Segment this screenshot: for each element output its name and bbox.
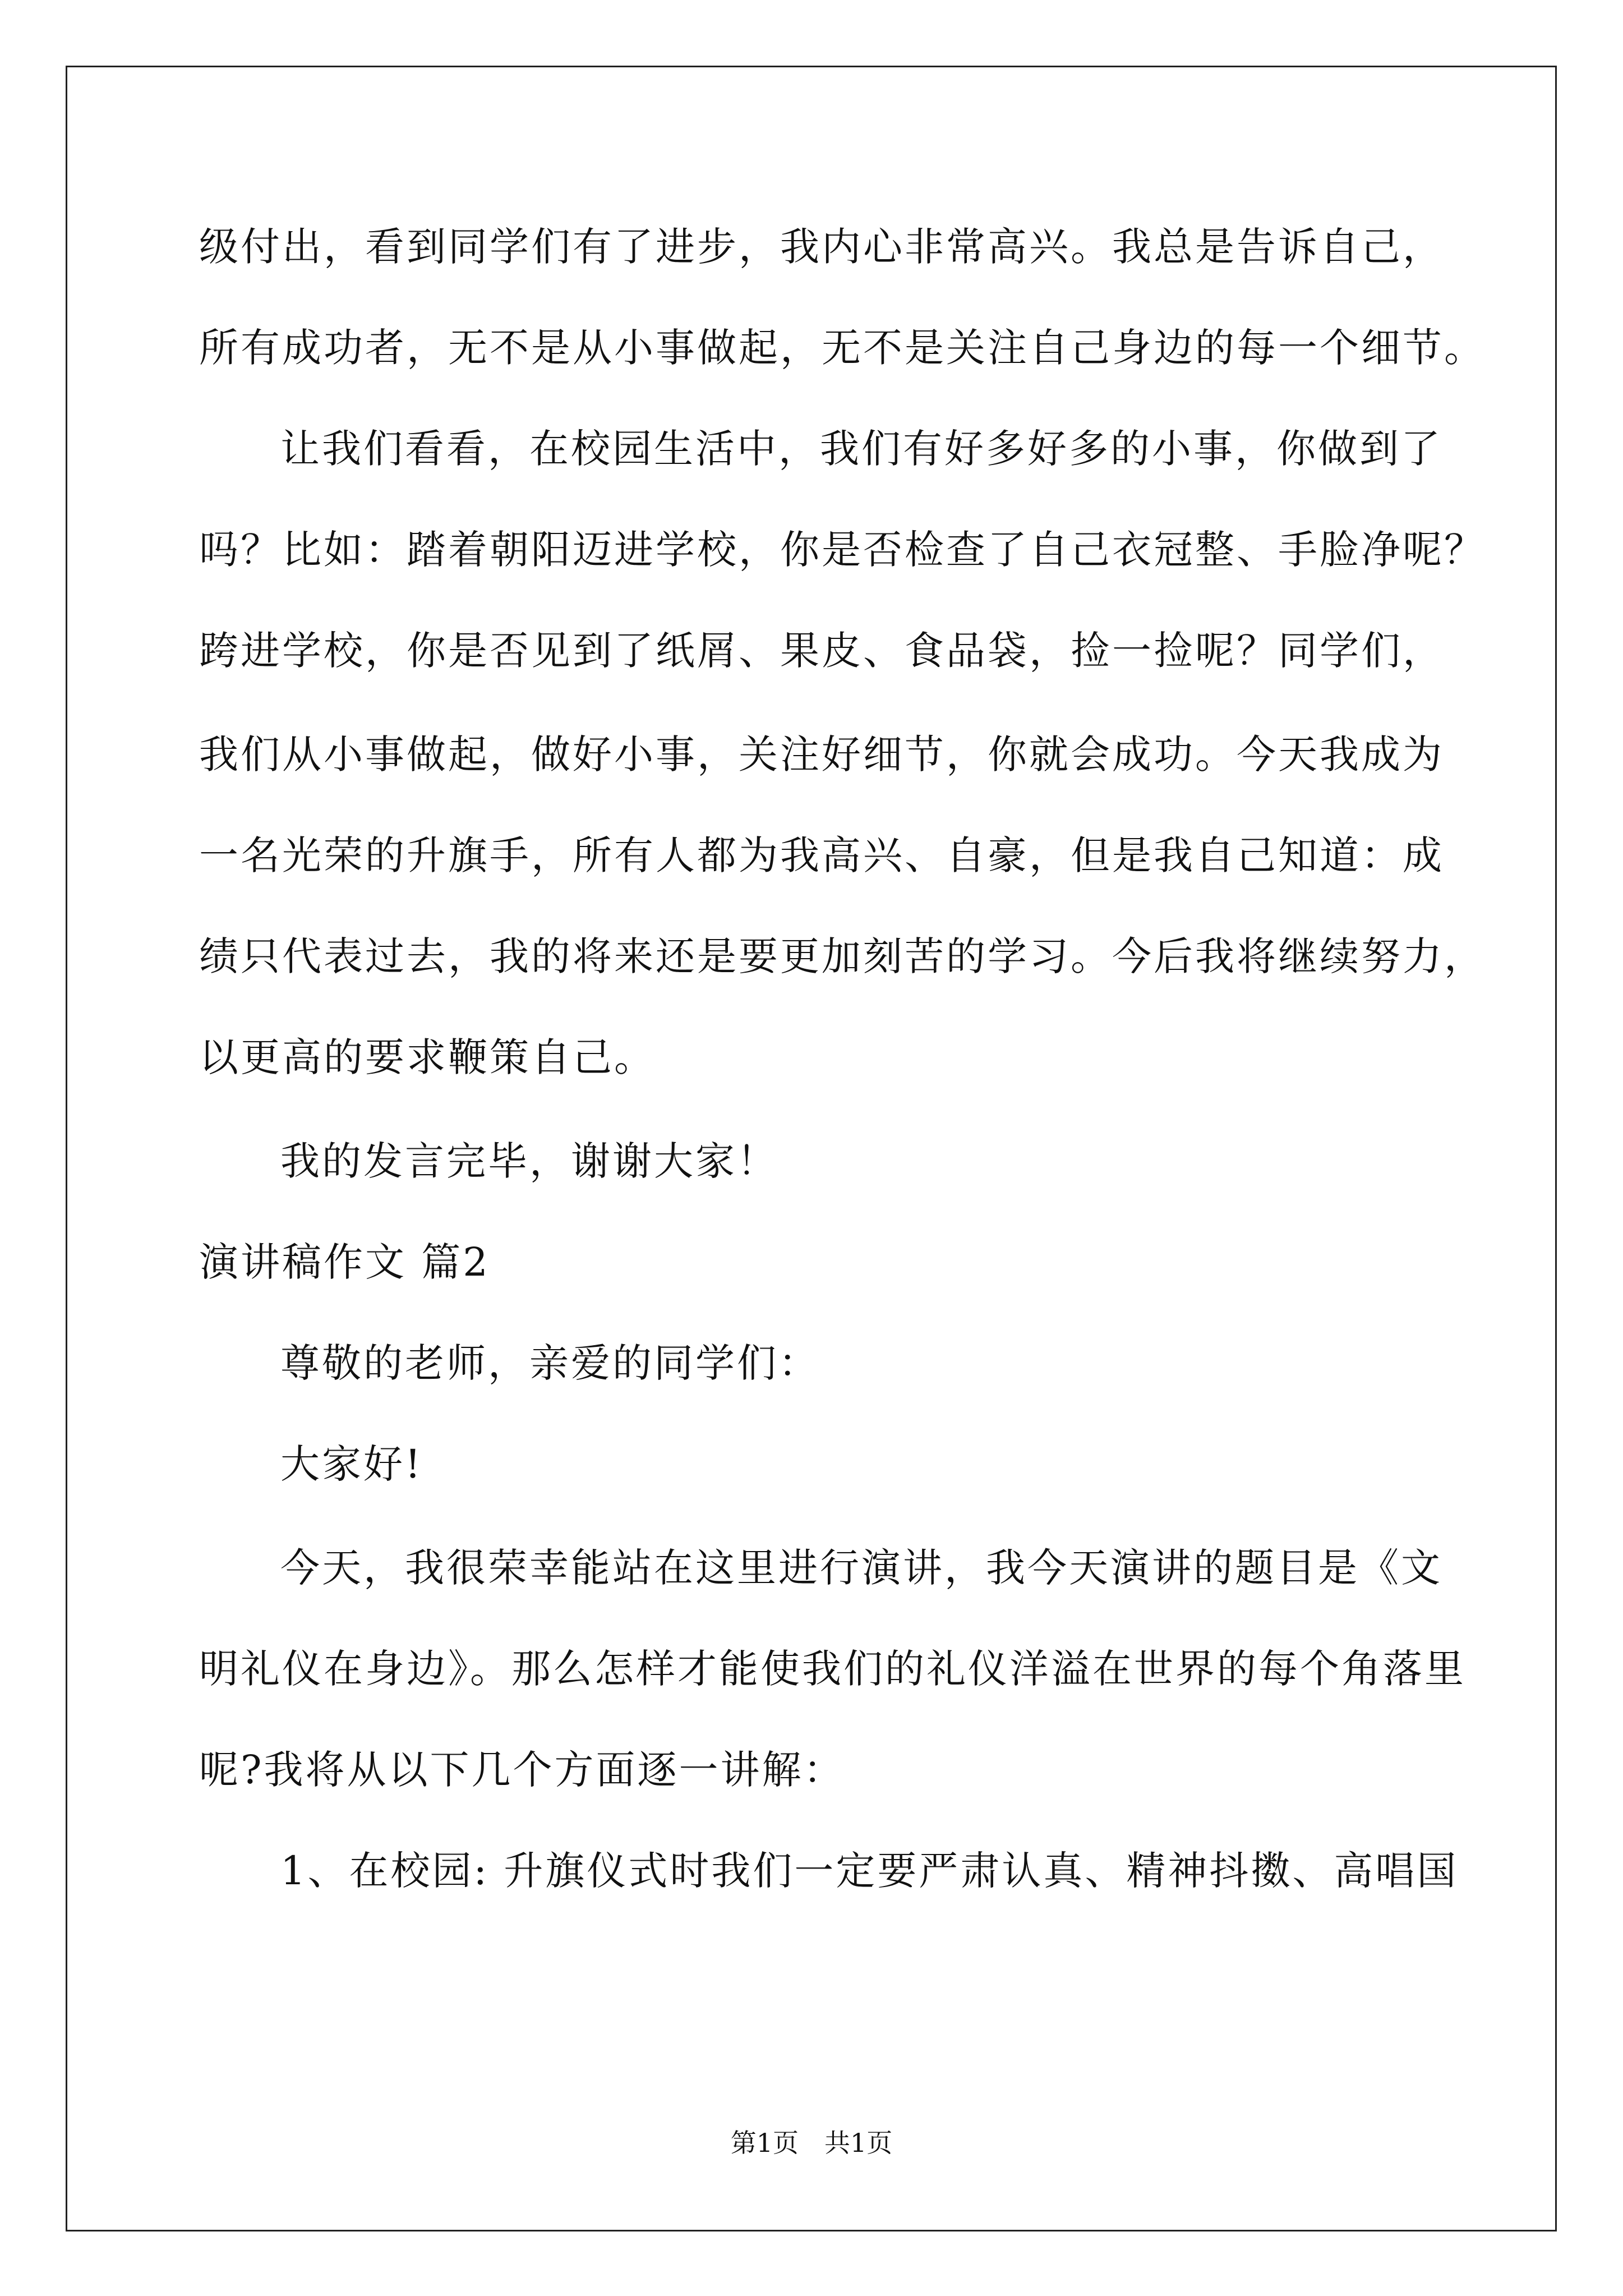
text-line-7: 一名光荣的升旗手，所有人都为我高兴、自豪，但是我自己知道：成 xyxy=(199,832,1444,878)
text-line-17: 1、在校园: 升旗仪式时我们一定要严肃认真、精神抖擞、高唱国 xyxy=(280,1848,1459,1894)
text-line-13: 大家好! xyxy=(280,1441,423,1487)
text-line-9: 以更高的要求鞭策自己。 xyxy=(199,1034,656,1080)
text-line-16: 呢?我将从以下几个方面逐一讲解： xyxy=(199,1747,845,1793)
text-line-10: 我的发言完毕，谢谢大家！ xyxy=(280,1138,778,1184)
text-line-2: 所有成功者，无不是从小事做起，无不是关注自己身边的每一个细节。 xyxy=(199,325,1486,371)
text-line-6: 我们从小事做起，做好小事，关注好细节，你就会成功。今天我成为 xyxy=(199,731,1444,777)
section-heading: 演讲稿作文 篇2 xyxy=(199,1239,490,1285)
text-line-1: 级付出，看到同学们有了进步，我内心非常高兴。我总是告诉自己， xyxy=(199,224,1444,270)
text-line-5: 跨进学校，你是否见到了纸屑、果皮、食品袋，捡一捡呢？同学们， xyxy=(199,628,1444,674)
text-line-12: 尊敬的老师，亲爱的同学们： xyxy=(280,1340,820,1386)
text-line-8: 绩只代表过去，我的将来还是要更加刻苦的学习。今后我将继续努力， xyxy=(199,933,1486,979)
text-line-4: 吗？比如：踏着朝阳迈进学校，你是否检查了自己衣冠整、手脸净呢？ xyxy=(199,527,1486,573)
text-line-14: 今天，我很荣幸能站在这里进行演讲，我今天演讲的题目是《文 xyxy=(280,1545,1442,1591)
text-line-15: 明礼仪在身边》。那么怎样才能使我们的礼仪洋溢在世界的每个角落里 xyxy=(199,1646,1466,1692)
page-footer: 第1页 共1页 xyxy=(730,2128,893,2158)
text-line-3: 让我们看看，在校园生活中，我们有好多好多的小事，你做到了 xyxy=(280,426,1442,472)
